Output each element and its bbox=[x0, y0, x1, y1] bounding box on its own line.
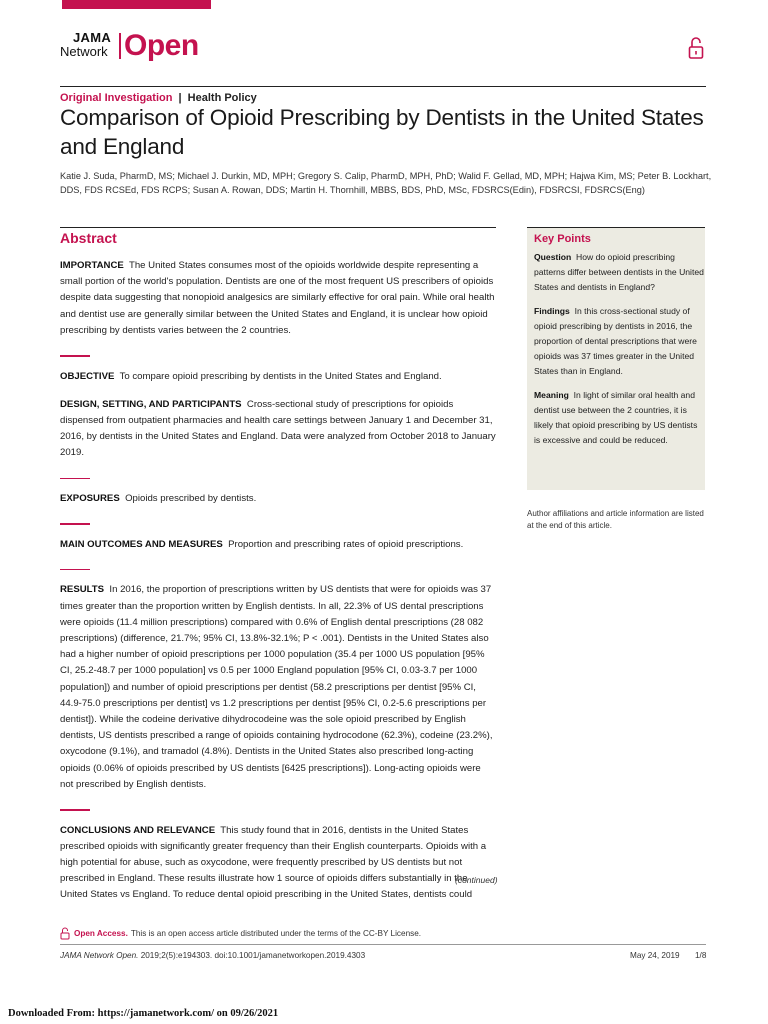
abstract-exposures bbox=[60, 491, 496, 507]
article-type: Original Investigation bbox=[60, 92, 173, 104]
article-title: Comparison of Opioid Prescribing by Dentists in the United States and England bbox=[60, 105, 704, 159]
footer-date: May 24, 2019 bbox=[630, 951, 680, 960]
question-text: How do opioid prescribing patterns differ between dentists in the United States and dentists in England? bbox=[534, 252, 704, 293]
download-stamp: Downloaded From: https://jamanetwork.com/ on 09/26/2021 bbox=[8, 1008, 279, 1019]
key-point-meaning bbox=[534, 388, 704, 449]
abstract-conclusions bbox=[60, 823, 496, 904]
open-access-lock-icon bbox=[60, 927, 70, 940]
author-list: Katie J. Suda, PharmD, MS; Michael J. Durkin, MD, MPH; Gregory S. Calip, PharmD, MPH, PhD; Walid F. Gellad, MD, MPH; Hajwa Kim, MS; Peter B. Lockhart, DDS, FDS RCSEd, FDS RCPS; Susan A. Rowan, DDS; Martin H. Thornhill, MBBS, BDS, PhD, MSc, FDSRCS(Edin), FDSRCSI, FDSRCS(Eng) bbox=[60, 171, 712, 195]
findings-text: In this cross-sectional study of opioid prescribing by dentists in 2016, the proportion of dental prescriptions that were opioids was 37 times greater in the United States than in England. bbox=[534, 305, 697, 377]
footer-citation bbox=[60, 951, 365, 960]
key-points-body bbox=[534, 250, 704, 456]
objective-text: To compare opioid prescribing by dentists in the United States and England. bbox=[119, 370, 442, 382]
key-point-findings bbox=[534, 304, 704, 380]
exposures-text: Opioids prescribed by dentists. bbox=[125, 493, 257, 505]
section-dash bbox=[60, 569, 90, 571]
abstract-body bbox=[60, 258, 496, 904]
importance-label: IMPORTANCE bbox=[60, 260, 124, 271]
abstract-objective bbox=[60, 369, 496, 385]
results-label: RESULTS bbox=[60, 584, 105, 596]
logo-network-text: Network bbox=[60, 44, 108, 59]
design-text: Cross-sectional study of prescriptions for opioids dispensed from outpatient pharmacies and health care settings between January 1 and December 31, 2016, by dentists in the United States and England. Data were analyzed from October 2018 to January 2019. bbox=[60, 398, 496, 459]
meaning-text: In light of similar oral health and dentist use between the 2 countries, it is likely that opioid prescribing by US dentists is excessive and could be reduced. bbox=[534, 389, 698, 446]
footer-rule bbox=[60, 944, 706, 945]
key-point-question bbox=[534, 250, 704, 296]
open-access-text: This is an open access article distributed under the terms of the CC-BY License. bbox=[130, 929, 422, 938]
exposures-label: EXPOSURES bbox=[60, 493, 120, 505]
meaning-label: Meaning bbox=[534, 389, 569, 400]
abstract-outcomes bbox=[60, 537, 496, 553]
key-points-heading: Key Points bbox=[534, 233, 591, 245]
article-section: Health Policy bbox=[187, 92, 257, 104]
findings-label: Findings bbox=[534, 305, 570, 316]
abstract-heading: Abstract bbox=[60, 230, 117, 246]
section-dash bbox=[60, 478, 90, 480]
key-points-box bbox=[527, 227, 705, 490]
top-accent-bar bbox=[62, 0, 211, 9]
footer-page-number: 1/8 bbox=[695, 951, 707, 960]
footer-journal: JAMA Network Open. bbox=[60, 951, 139, 960]
continued-note: (continued) bbox=[455, 875, 498, 885]
outcomes-label: MAIN OUTCOMES AND MEASURES bbox=[60, 538, 223, 550]
question-label: Question bbox=[534, 252, 572, 262]
logo-divider bbox=[119, 33, 121, 59]
open-lock-icon bbox=[688, 36, 704, 60]
abstract-results bbox=[60, 582, 496, 793]
abstract-design bbox=[60, 397, 496, 462]
abstract-importance bbox=[60, 258, 496, 339]
abstract-rule bbox=[60, 227, 496, 228]
open-access-link[interactable]: Open Access. bbox=[74, 929, 128, 938]
section-dash bbox=[60, 809, 90, 811]
conclusions-label: CONCLUSIONS AND RELEVANCE bbox=[60, 824, 216, 836]
conclusions-text: This study found that in 2016, dentists in the United States prescribed opioids with significantly greater frequency than their English counterparts. Opioids with a high potential for abuse, such as oxycodone, were frequently prescribed by US dentists but not prescribed in England. These results illustrate how 1 source of opioids differs substantially in the United States vs England. To reduce dental opioid prescribing in the United States, dentists could bbox=[60, 824, 487, 901]
footer-doi: 2019;2(5):e194303. doi:10.1001/jamanetworkopen.2019.4303 bbox=[140, 951, 366, 960]
outcomes-text: Proportion and prescribing rates of opioid prescriptions. bbox=[228, 538, 464, 550]
objective-label: OBJECTIVE bbox=[60, 370, 115, 382]
affiliation-note: Author affiliations and article information are listed at the end of this article. bbox=[527, 509, 704, 530]
kicker-separator: | bbox=[178, 92, 182, 104]
section-dash bbox=[60, 523, 90, 525]
design-label: DESIGN, SETTING, AND PARTICIPANTS bbox=[60, 398, 242, 410]
results-text: In 2016, the proportion of prescriptions written by US dentists that were for opioids was 37 times greater than the proportion written by English dentists. In all, 22.3% of US dental prescriptions were opioids (11.4 million prescriptions) compared with 0.6% of English dental prescriptions (28 082 prescriptions) (difference, 21.7%; 95% CI, 13.8%-32.1%; P < .001). Dentists in the United States also had a higher number of opioid prescriptions per 1000 population (35.4 per 1000 US population [95% CI, 25.2-48.7 per 1000 population] vs 0.5 per 1000 England population [95% CI, 0.03-3.7 per 1000 population]) and number of opioid prescriptions per dentist (58.2 prescriptions per dentist [95% CI, 44.9-75.0 prescriptions per dentist] vs 1.2 prescriptions per dentist [95% CI, 0.2-5.6 prescriptions per dentist]). While the codeine derivative dihydrocodeine was the sole opioid prescribed by English dentists, US dentists prescribed a range of opioids containing hydrocodone (62.3%), codeine (23.2%), oxycodone (9.1%), and tramadol (4.8%). Dentists in the United States also prescribed long-acting opioids (0.06% of opioids prescribed by US dentists [6425 prescriptions]). Long-acting opioids were not prescribed by English dentists. bbox=[60, 584, 493, 790]
importance-text: The United States consumes most of the opioids worldwide despite representing a small portion of the world's population. Dentists are one of the most frequent US prescribers of opioids despite data suggesting that nonopioid analgesics are similarly effective for oral pain. While oral health and dentist use are generally similar between the United States and England, it is unclear how opioid prescribing by dentists varies between the 2 countries. bbox=[60, 260, 495, 336]
header-rule bbox=[60, 86, 706, 87]
logo-jama-text: JAMA bbox=[73, 30, 112, 45]
open-access-note bbox=[60, 927, 421, 940]
logo-open-text: Open bbox=[124, 29, 199, 62]
section-dash bbox=[60, 355, 90, 357]
